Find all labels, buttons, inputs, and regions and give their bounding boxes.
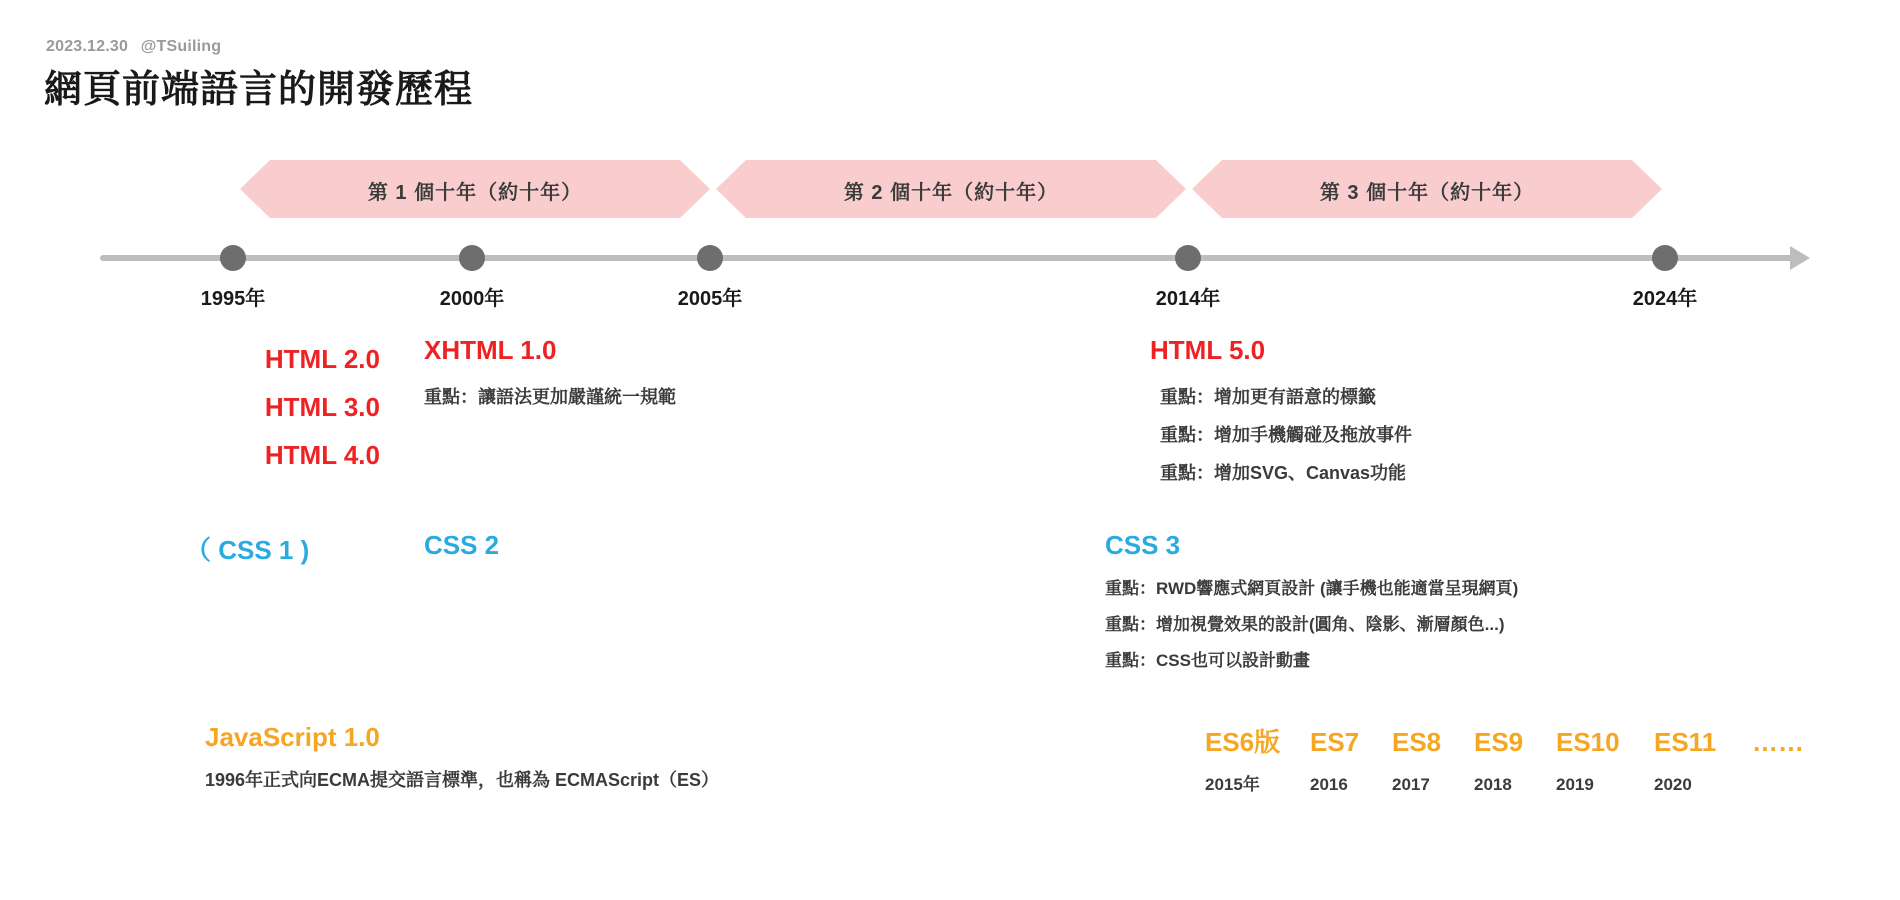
css3-group xyxy=(1105,530,1518,679)
html5-note-3: 重點：增加SVG、Canvas功能 xyxy=(1160,463,1407,483)
es-version-6: ES6版 xyxy=(1205,727,1281,757)
html-4-label: HTML 4.0 xyxy=(264,440,380,470)
timeline-node xyxy=(459,245,485,271)
css3-note-1: 重點：RWD響應式網頁設計 (讓手機也能適當呈現網頁) xyxy=(1105,579,1519,598)
decade-band-3 xyxy=(1192,160,1662,218)
meta-handle: @TSuiling xyxy=(140,38,222,55)
es-year-2017: 2017 xyxy=(1392,775,1430,794)
html5-group xyxy=(1150,335,1412,492)
es-version-7: ES7 xyxy=(1310,727,1360,757)
xhtml-note: 重點：讓語法更加嚴謹統一規範 xyxy=(424,387,676,407)
timeline-node-label: 2024年 xyxy=(1632,288,1698,310)
decade-band-1 xyxy=(240,160,710,218)
css3-note-3: 重點：CSS也可以設計動畫 xyxy=(1105,651,1310,670)
xhtml-title: XHTML 1.0 xyxy=(424,335,557,365)
html5-note-2: 重點：增加手機觸碰及拖放事件 xyxy=(1160,425,1412,445)
es-version-10: ES10 xyxy=(1556,727,1620,757)
timeline-node-label: 2014年 xyxy=(1155,288,1221,310)
es-version-more: …… xyxy=(1752,727,1804,757)
html-2-label: HTML 2.0 xyxy=(264,344,380,374)
javascript-title: JavaScript 1.0 xyxy=(205,722,380,752)
timeline-axis xyxy=(100,255,1800,261)
es-year-2015: 2015年 xyxy=(1205,775,1260,794)
timeline-node xyxy=(1175,245,1201,271)
timeline-node xyxy=(1652,245,1678,271)
html5-note-1: 重點：增加更有語意的標籤 xyxy=(1160,387,1376,407)
ecmascript-years-row xyxy=(1205,770,1752,795)
es-year-2020: 2020 xyxy=(1654,775,1692,794)
es-version-9: ES9 xyxy=(1474,727,1524,757)
meta-line xyxy=(46,38,221,56)
css2-title: CSS 2 xyxy=(424,530,500,560)
timeline-node-label: 2000年 xyxy=(439,288,505,310)
javascript-note: 1996年正式向ECMA提交語言標準，也稱為 ECMAScript（ES） xyxy=(205,770,720,790)
decade-label-1: 第 1 個十年（約十年） xyxy=(367,182,583,204)
timeline-node-label: 2005年 xyxy=(677,288,743,310)
html-early-versions-group xyxy=(100,335,380,479)
page-title: 網頁前端語言的開發歷程 xyxy=(44,69,474,111)
css1-group xyxy=(185,530,309,567)
timeline-node xyxy=(697,245,723,271)
decade-label-2: 第 2 個十年（約十年） xyxy=(843,182,1059,204)
timeline-arrowhead-icon xyxy=(1790,246,1810,270)
decade-label-3: 第 3 個十年（約十年） xyxy=(1319,182,1535,204)
css3-title: CSS 3 xyxy=(1105,530,1181,560)
es-year-2018: 2018 xyxy=(1474,775,1512,794)
es-version-8: ES8 xyxy=(1392,727,1442,757)
html-3-label: HTML 3.0 xyxy=(264,392,380,422)
timeline-node-label: 1995年 xyxy=(200,288,266,310)
es-year-2019: 2019 xyxy=(1556,775,1594,794)
css1-title: （ CSS 1 ) xyxy=(185,535,310,565)
css2-group xyxy=(424,530,499,561)
decade-band-2 xyxy=(716,160,1186,218)
ecmascript-versions-row xyxy=(1205,722,1804,759)
meta-date: 2023.12.30 xyxy=(46,38,129,55)
xhtml-group xyxy=(424,335,676,416)
javascript-group xyxy=(205,722,719,799)
css3-note-2: 重點：增加視覺效果的設計(圓角、陰影、漸層顏色...) xyxy=(1105,615,1505,634)
timeline-node xyxy=(220,245,246,271)
es-version-11: ES11 xyxy=(1654,727,1717,757)
html5-title: HTML 5.0 xyxy=(1150,335,1266,365)
es-year-2016: 2016 xyxy=(1310,775,1348,794)
